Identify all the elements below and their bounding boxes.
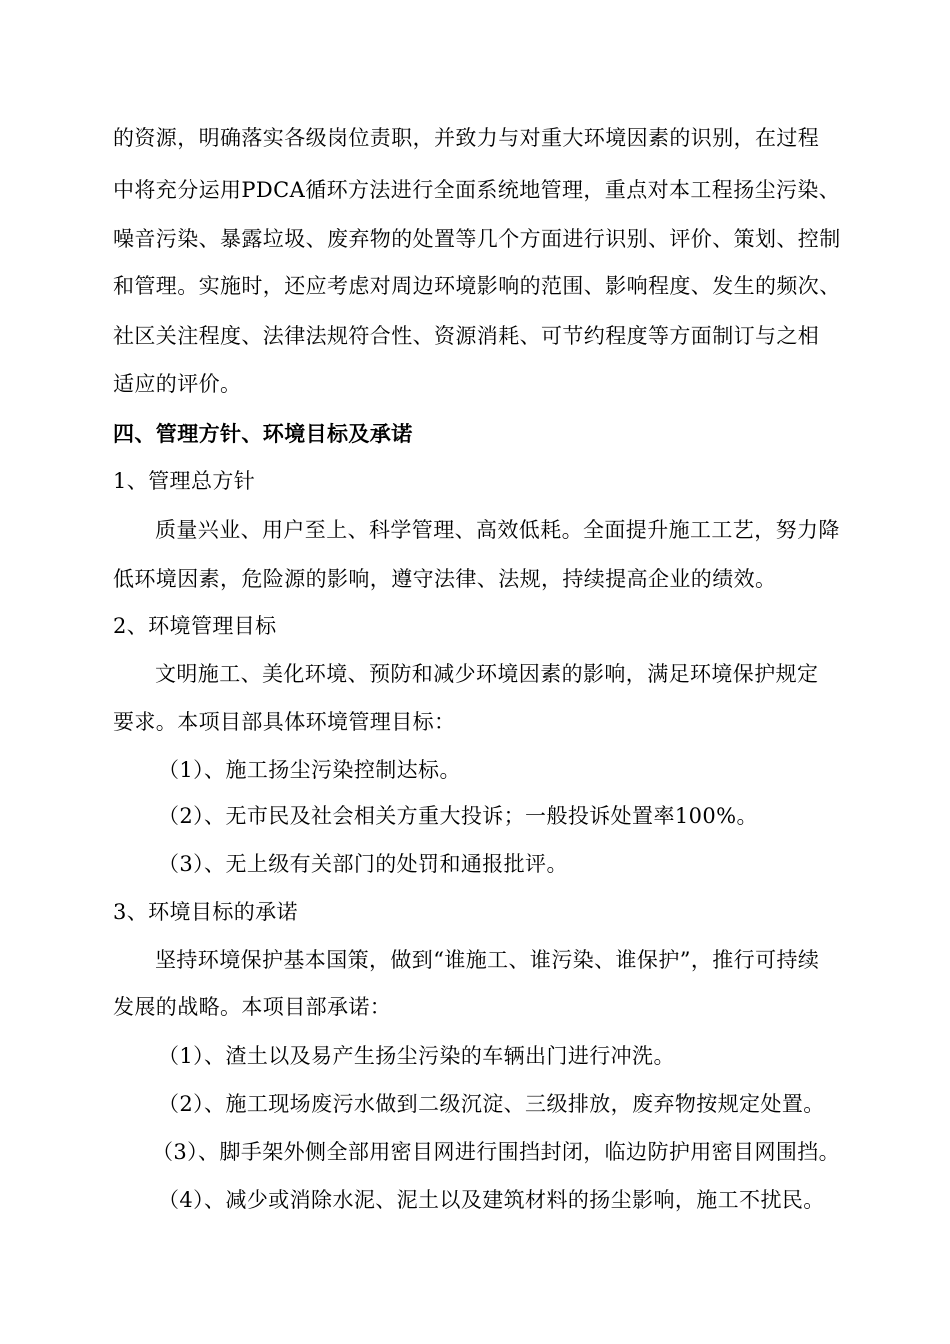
section-heading: 四、管理方针、环境目标及承诺 bbox=[113, 421, 413, 446]
paragraph-line: 发展的战略。本项目部承诺： bbox=[113, 995, 392, 1019]
subsection-heading: 1、管理总方针 bbox=[113, 469, 256, 493]
paragraph-line: 和管理。实施时，还应考虑对周边环境影响的范围、影响程度、发生的频次、 bbox=[113, 274, 841, 298]
paragraph-line: 社区关注程度、法律法规符合性、资源消耗、可节约程度等方面制订与之相 bbox=[113, 324, 820, 348]
paragraph-line: 噪音污染、暴露垃圾、废弃物的处置等几个方面进行识别、评价、策划、控制 bbox=[113, 227, 841, 251]
list-item: （3）、无上级有关部门的处罚和通报批评。 bbox=[158, 852, 568, 876]
paragraph-line: 低环境因素，危险源的影响，遵守法律、法规，持续提高企业的绩效。 bbox=[113, 567, 777, 591]
list-item: （3）、脚手架外侧全部用密目网进行围挡封闭，临边防护用密目网围挡。 bbox=[152, 1140, 841, 1164]
paragraph-line: 质量兴业、用户至上、科学管理、高效低耗。全面提升施工工艺，努力降 bbox=[155, 518, 840, 542]
list-item: （1）、渣土以及易产生扬尘污染的车辆出门进行冲洗。 bbox=[158, 1044, 675, 1068]
paragraph-line: 坚持环境保护基本国策，做到“谁施工、谁污染、谁保护”，推行可持续 bbox=[155, 948, 820, 972]
subsection-heading: 2、环境管理目标 bbox=[113, 614, 277, 638]
list-item: （4）、减少或消除水泥、泥土以及建筑材料的扬尘影响，施工不扰民。 bbox=[158, 1188, 825, 1212]
paragraph-line: 的资源，明确落实各级岗位责职，并致力与对重大环境因素的识别，在过程 bbox=[113, 126, 820, 150]
paragraph-line: 中将充分运用PDCA循环方法进行全面系统地管理，重点对本工程扬尘污染、 bbox=[113, 178, 841, 202]
paragraph-line: 适应的评价。 bbox=[113, 372, 242, 396]
list-item: （2）、无市民及社会相关方重大投诉；一般投诉处置率100%。 bbox=[158, 804, 758, 828]
subsection-heading: 3、环境目标的承诺 bbox=[113, 900, 298, 924]
paragraph-line: 文明施工、美化环境、预防和减少环境因素的影响，满足环境保护规定 bbox=[155, 662, 819, 686]
list-item: （2）、施工现场废污水做到二级沉淀、三级排放，废弃物按规定处置。 bbox=[158, 1092, 825, 1116]
paragraph-line: 要求。本项目部具体环境管理目标： bbox=[113, 710, 456, 734]
list-item: （1）、施工扬尘污染控制达标。 bbox=[158, 758, 461, 782]
